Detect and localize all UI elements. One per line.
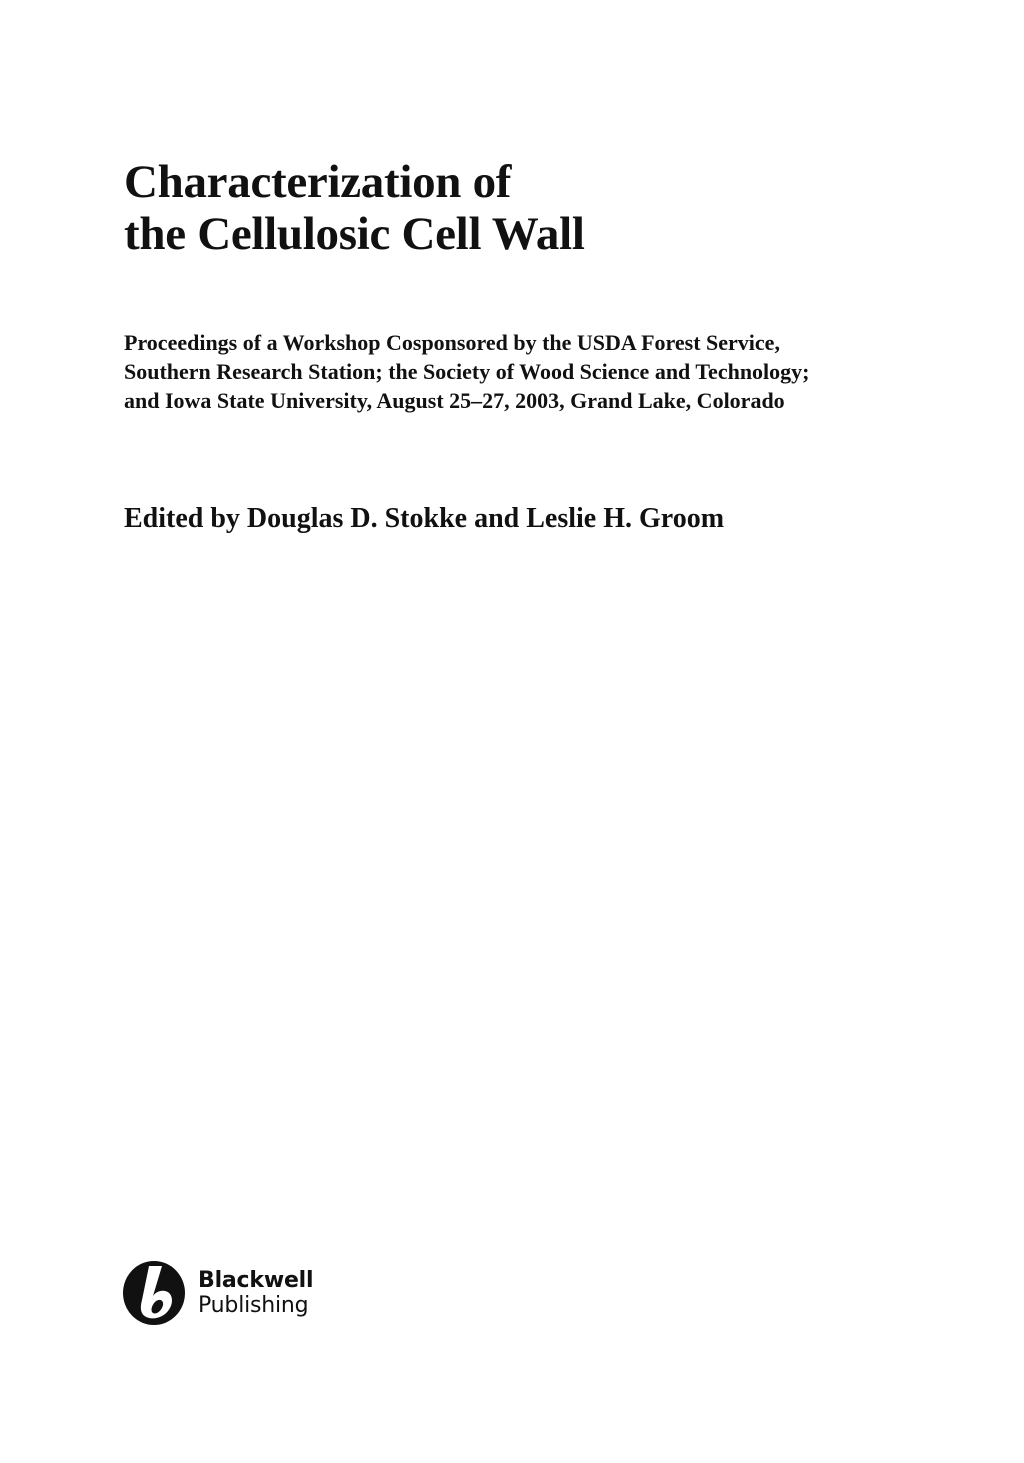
blackwell-b-logo-icon xyxy=(122,1260,186,1326)
proceedings-line-2: Southern Research Station; the Society of Wood Science and Technology; xyxy=(124,359,810,384)
proceedings-subtitle xyxy=(124,328,964,415)
publisher-imprint xyxy=(122,1260,313,1326)
publisher-wordmark xyxy=(198,1268,313,1318)
editors-credit: Edited by Douglas D. Stokke and Leslie H. Groom xyxy=(124,503,725,534)
book-title-line-1: Characterization of xyxy=(124,156,512,208)
publisher-sub: Publishing xyxy=(198,1293,309,1318)
proceedings-line-3: and Iowa State University, August 25–27, 2003, Grand Lake, Colorado xyxy=(124,388,785,413)
book-title xyxy=(124,156,944,260)
publisher-name: Blackwell xyxy=(198,1268,314,1293)
book-title-line-2: the Cellulosic Cell Wall xyxy=(124,208,585,260)
proceedings-line-1: Proceedings of a Workshop Cosponsored by the USDA Forest Service, xyxy=(124,330,780,355)
